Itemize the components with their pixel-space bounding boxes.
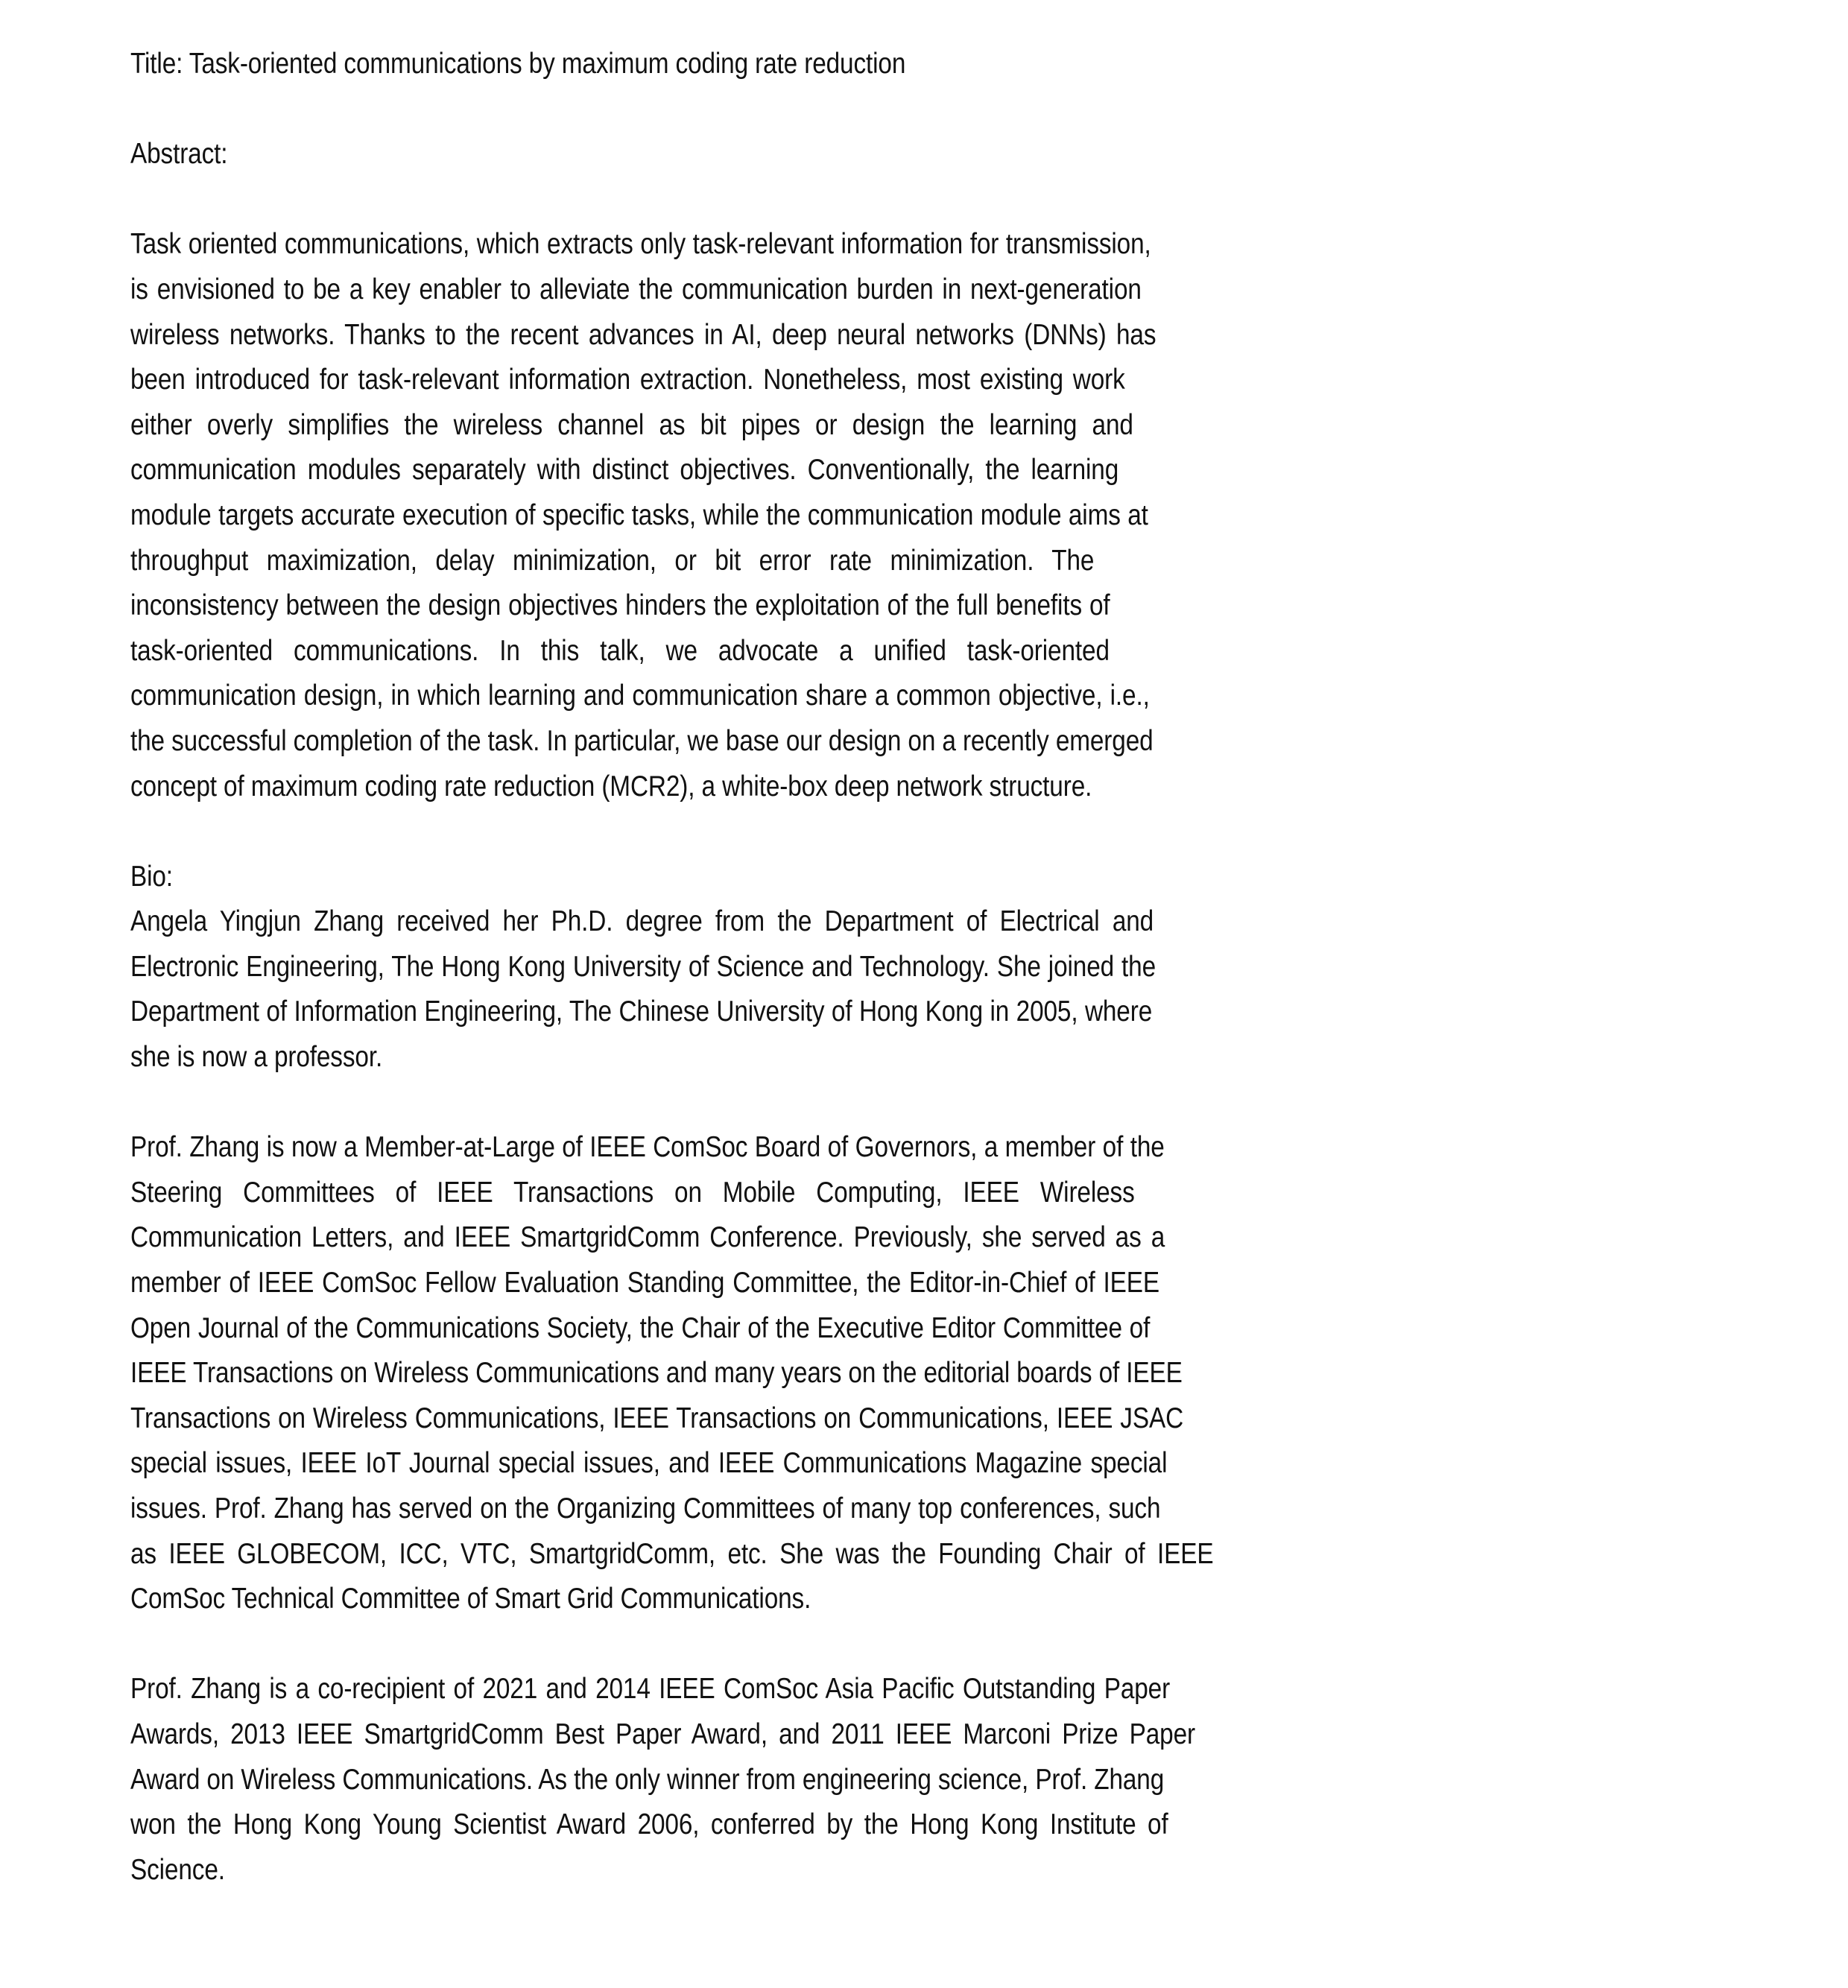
bio2-line-9: issues. Prof. Zhang has served on the Organizing Committees of many top conferences, such bbox=[130, 1492, 1161, 1525]
bio1-line-2: Electronic Engineering, The Hong Kong University of Science and Technology. She joined the bbox=[130, 950, 1156, 983]
abstract-paragraph bbox=[130, 222, 1615, 809]
abstract-line-6: communication modules separately with distinct objectives. Conventionally, the learning bbox=[130, 454, 1119, 487]
abstract-line-12: the successful completion of the task. In particular, we base our design on a recently emerged bbox=[130, 724, 1154, 757]
bio3-line-2: Awards, 2013 IEEE SmartgridComm Best Paper Award, and 2011 IEEE Marconi Prize Paper bbox=[130, 1718, 1195, 1750]
bio3-line-1: Prof. Zhang is a co-recipient of 2021 and 2014 IEEE ComSoc Asia Pacific Outstanding Paper bbox=[130, 1673, 1171, 1706]
bio1-line-1: Angela Yingjun Zhang received her Ph.D. degree from the Department of Electrical and bbox=[130, 905, 1154, 938]
abstract-line-11: communication design, in which learning and communication share a common objective, i.e., bbox=[130, 680, 1150, 712]
bio-heading: Bio: bbox=[130, 860, 173, 893]
spacer-before-bio bbox=[130, 809, 1615, 855]
document-title-line: Title: Task-oriented communications by maximum coding rate reduction bbox=[130, 48, 906, 80]
spacer-before-bio-3 bbox=[130, 1622, 1615, 1668]
bio2-line-2: Steering Committees of IEEE Transactions on Mobile Computing, IEEE Wireless bbox=[130, 1176, 1135, 1209]
bio2-line-10: as IEEE GLOBECOM, ICC, VTC, SmartgridComm, etc. She was the Founding Chair of IEEE bbox=[130, 1537, 1214, 1570]
bio2-line-3: Communication Letters, and IEEE SmartgridComm Conference. Previously, she served as a bbox=[130, 1221, 1165, 1254]
bio-paragraph-2 bbox=[130, 1125, 1615, 1622]
bio1-line-3: Department of Information Engineering, The Chinese University of Hong Kong in 2005, where bbox=[130, 995, 1153, 1028]
abstract-line-9: inconsistency between the design objectives hinders the exploitation of the full benefits of bbox=[130, 589, 1110, 622]
abstract-line-13: concept of maximum coding rate reduction (MCR2), a white-box deep network structure. bbox=[130, 770, 1092, 803]
document-text-body bbox=[130, 42, 1615, 1893]
bio1-line-4: she is now a professor. bbox=[130, 1041, 383, 1074]
bio3-line-5: Science. bbox=[130, 1853, 225, 1886]
bio2-line-1: Prof. Zhang is now a Member-at-Large of IEEE ComSoc Board of Governors, a member of the bbox=[130, 1131, 1165, 1164]
bio2-line-7: Transactions on Wireless Communications, IEEE Transactions on Communications, IEEE JSAC bbox=[130, 1402, 1184, 1434]
abstract-line-4: been introduced for task-relevant information extraction. Nonetheless, most existing work bbox=[130, 364, 1125, 396]
spacer-after-abstract-heading bbox=[130, 177, 1615, 223]
abstract-heading: Abstract: bbox=[130, 138, 228, 171]
spacer-before-bio-2 bbox=[130, 1080, 1615, 1126]
abstract-line-7: module targets accurate execution of specific tasks, while the communication module aims at bbox=[130, 498, 1148, 531]
abstract-line-3: wireless networks. Thanks to the recent advances in AI, deep neural networks (DNNs) has bbox=[130, 318, 1156, 351]
bio3-line-4: won the Hong Kong Young Scientist Award 2006, conferred by the Hong Kong Institute of bbox=[130, 1808, 1168, 1841]
bio3-line-3: Award on Wireless Communications. As the only winner from engineering science, Prof. Zhang bbox=[130, 1763, 1165, 1796]
bio2-line-4: member of IEEE ComSoc Fellow Evaluation Standing Committee, the Editor-in-Chief of IEEE bbox=[130, 1267, 1159, 1300]
spacer-after-title bbox=[130, 87, 1615, 133]
abstract-line-8: throughput maximization, delay minimization, or bit error rate minimization. The bbox=[130, 544, 1095, 577]
abstract-line-10: task-oriented communications. In this talk, we advocate a unified task-oriented bbox=[130, 634, 1110, 667]
bio2-line-8: special issues, IEEE IoT Journal special issues, and IEEE Communications Magazine special bbox=[130, 1447, 1168, 1480]
bio2-line-6: IEEE Transactions on Wireless Communications and many years on the editorial boards of IEEE bbox=[130, 1357, 1183, 1390]
abstract-line-5: either overly simplifies the wireless channel as bit pipes or design the learning and bbox=[130, 408, 1133, 441]
abstract-line-1: Task oriented communications, which extracts only task-relevant information for transmission, bbox=[130, 228, 1151, 261]
bio-paragraph-3 bbox=[130, 1667, 1615, 1893]
bio2-line-11: ComSoc Technical Committee of Smart Grid Communications. bbox=[130, 1583, 811, 1615]
abstract-line-2: is envisioned to be a key enabler to alleviate the communication burden in next-generation bbox=[130, 273, 1142, 306]
bio2-line-5: Open Journal of the Communications Society, the Chair of the Executive Editor Committee of bbox=[130, 1311, 1151, 1344]
bio-paragraph-1 bbox=[130, 899, 1615, 1080]
